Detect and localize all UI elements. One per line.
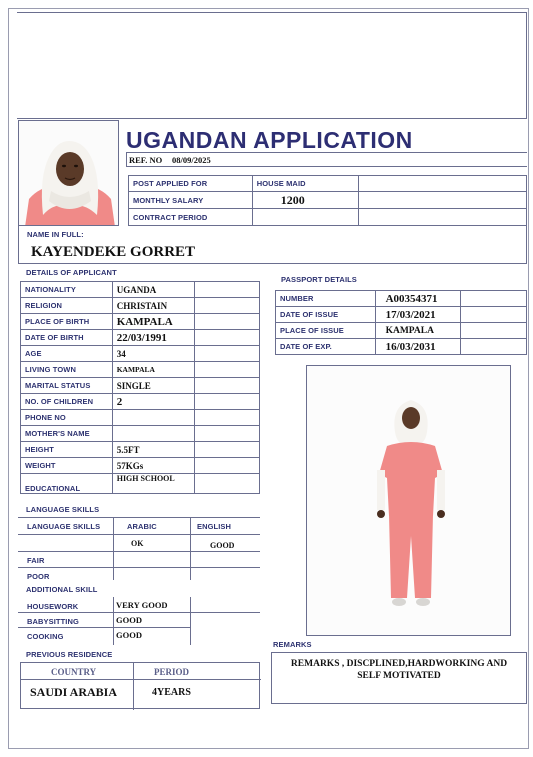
passport-row xyxy=(276,339,527,355)
passport-label: PLACE OF ISSUE xyxy=(276,323,376,339)
passport-extra xyxy=(461,339,527,355)
language-table xyxy=(18,517,260,580)
details-label: WEIGHT xyxy=(21,458,113,474)
details-extra xyxy=(194,298,259,314)
additional-value: VERY GOOD xyxy=(116,600,168,610)
details-extra xyxy=(194,442,259,458)
english-value: GOOD xyxy=(210,541,235,550)
passport-extra xyxy=(461,307,527,323)
details-row xyxy=(21,458,260,474)
passport-row xyxy=(276,323,527,339)
passport-table xyxy=(275,290,527,355)
previous-heading: PREVIOUS RESIDENCE xyxy=(26,650,113,659)
remarks-heading: REMARKS xyxy=(273,640,312,649)
name-value: KAYENDEKE GORRET xyxy=(31,244,196,260)
previous-col-country: COUNTRY xyxy=(51,667,97,677)
contract-label: CONTRACT PERIOD xyxy=(129,209,253,226)
job-table xyxy=(128,175,527,226)
contract-value xyxy=(252,209,358,226)
details-value: KAMPALA xyxy=(112,362,194,378)
top-blank-box xyxy=(17,12,527,119)
additional-table xyxy=(18,597,260,645)
details-label: EDUCATIONAL xyxy=(21,474,113,494)
additional-value: GOOD xyxy=(116,630,142,640)
arabic-value: OK xyxy=(131,539,144,548)
post-value: HOUSE MAID xyxy=(252,176,358,192)
ref-value: 08/09/2025 xyxy=(172,155,211,165)
details-row xyxy=(21,474,260,494)
details-value xyxy=(112,410,194,426)
language-heading: LANGUAGE SKILLS xyxy=(26,505,100,514)
passport-value: A00354371 xyxy=(375,291,461,307)
passport-value: 17/03/2021 xyxy=(375,307,461,323)
details-extra xyxy=(194,410,259,426)
details-row xyxy=(21,298,260,314)
details-extra xyxy=(194,378,259,394)
details-extra xyxy=(194,426,259,442)
post-extra xyxy=(358,176,526,192)
passport-value: 16/03/2031 xyxy=(375,339,461,355)
additional-value: GOOD xyxy=(116,615,142,625)
details-label: NO. OF CHILDREN xyxy=(21,394,113,410)
name-box xyxy=(18,226,527,264)
headshot-portrait-image xyxy=(19,121,119,226)
passport-heading: PASSPORT DETAILS xyxy=(281,275,357,284)
details-value: SINGLE xyxy=(112,378,194,394)
details-row xyxy=(21,378,260,394)
details-extra xyxy=(194,474,259,494)
details-row xyxy=(21,442,260,458)
full-body-photo xyxy=(306,365,511,636)
details-value: 22/03/1991 xyxy=(112,330,194,346)
details-heading: DETAILS OF APPLICANT xyxy=(26,268,117,277)
previous-table xyxy=(20,662,260,709)
fair-label: FAIR xyxy=(27,556,45,565)
ref-label: REF. NO xyxy=(129,155,163,165)
details-label: MARITAL STATUS xyxy=(21,378,113,394)
details-label: HEIGHT xyxy=(21,442,113,458)
ref-row xyxy=(126,152,527,167)
details-label: PHONE NO xyxy=(21,410,113,426)
details-value: 5.5FT xyxy=(112,442,194,458)
details-extra xyxy=(194,330,259,346)
name-label: NAME IN FULL: xyxy=(27,230,84,239)
additional-label: BABYSITTING xyxy=(27,617,79,626)
details-row xyxy=(21,394,260,410)
remarks-text: REMARKS , DISCPLINED,HARDWORKING AND SELF MOTIVATED xyxy=(290,659,508,681)
details-value: CHRISTAIN xyxy=(112,298,194,314)
details-value: 34 xyxy=(112,346,194,362)
details-row xyxy=(21,410,260,426)
post-label: POST APPLIED FOR xyxy=(129,176,253,192)
language-col-english: ENGLISH xyxy=(197,522,232,531)
full-body-image xyxy=(307,366,511,636)
details-extra xyxy=(194,458,259,474)
previous-country: SAUDI ARABIA xyxy=(30,685,118,699)
details-row xyxy=(21,282,260,298)
details-extra xyxy=(194,362,259,378)
headshot-photo xyxy=(18,120,119,226)
salary-extra xyxy=(358,192,526,209)
details-label: RELIGION xyxy=(21,298,113,314)
contract-extra xyxy=(358,209,526,226)
details-label: NATIONALITY xyxy=(21,282,113,298)
details-value: KAMPALA xyxy=(112,314,194,330)
details-table xyxy=(20,281,260,494)
additional-label: HOUSEWORK xyxy=(27,602,79,611)
previous-col-period: PERIOD xyxy=(154,667,190,677)
passport-extra xyxy=(461,323,527,339)
details-extra xyxy=(194,346,259,362)
passport-label: DATE OF ISSUE xyxy=(276,307,376,323)
page-title: UGANDAN APPLICATION xyxy=(126,127,413,153)
passport-row xyxy=(276,291,527,307)
previous-period: 4YEARS xyxy=(152,687,191,698)
language-col-label: LANGUAGE SKILLS xyxy=(27,522,101,531)
details-label: DATE OF BIRTH xyxy=(21,330,113,346)
salary-label: MONTHLY SALARY xyxy=(129,192,253,209)
remarks-box xyxy=(271,652,527,704)
details-row xyxy=(21,346,260,362)
language-col-arabic: ARABIC xyxy=(127,522,157,531)
passport-value: KAMPALA xyxy=(375,323,461,339)
passport-row xyxy=(276,307,527,323)
details-extra xyxy=(194,314,259,330)
details-extra xyxy=(194,394,259,410)
passport-label: NUMBER xyxy=(276,291,376,307)
additional-label: COOKING xyxy=(27,632,64,641)
details-extra xyxy=(194,282,259,298)
details-label: PLACE OF BIRTH xyxy=(21,314,113,330)
details-label: MOTHER'S NAME xyxy=(21,426,113,442)
salary-value: 1200 xyxy=(252,192,358,209)
details-label: LIVING TOWN xyxy=(21,362,113,378)
details-row xyxy=(21,426,260,442)
details-row xyxy=(21,314,260,330)
details-row xyxy=(21,330,260,346)
details-value: 2 xyxy=(112,394,194,410)
details-value xyxy=(112,426,194,442)
details-value: 57KGs xyxy=(112,458,194,474)
details-row xyxy=(21,362,260,378)
poor-label: POOR xyxy=(27,572,50,581)
details-label: AGE xyxy=(21,346,113,362)
additional-heading: ADDITIONAL SKILL xyxy=(26,585,98,594)
details-value: HIGH SCHOOL xyxy=(112,474,194,494)
passport-label: DATE OF EXP. xyxy=(276,339,376,355)
details-value: UGANDA xyxy=(112,282,194,298)
passport-extra xyxy=(461,291,527,307)
